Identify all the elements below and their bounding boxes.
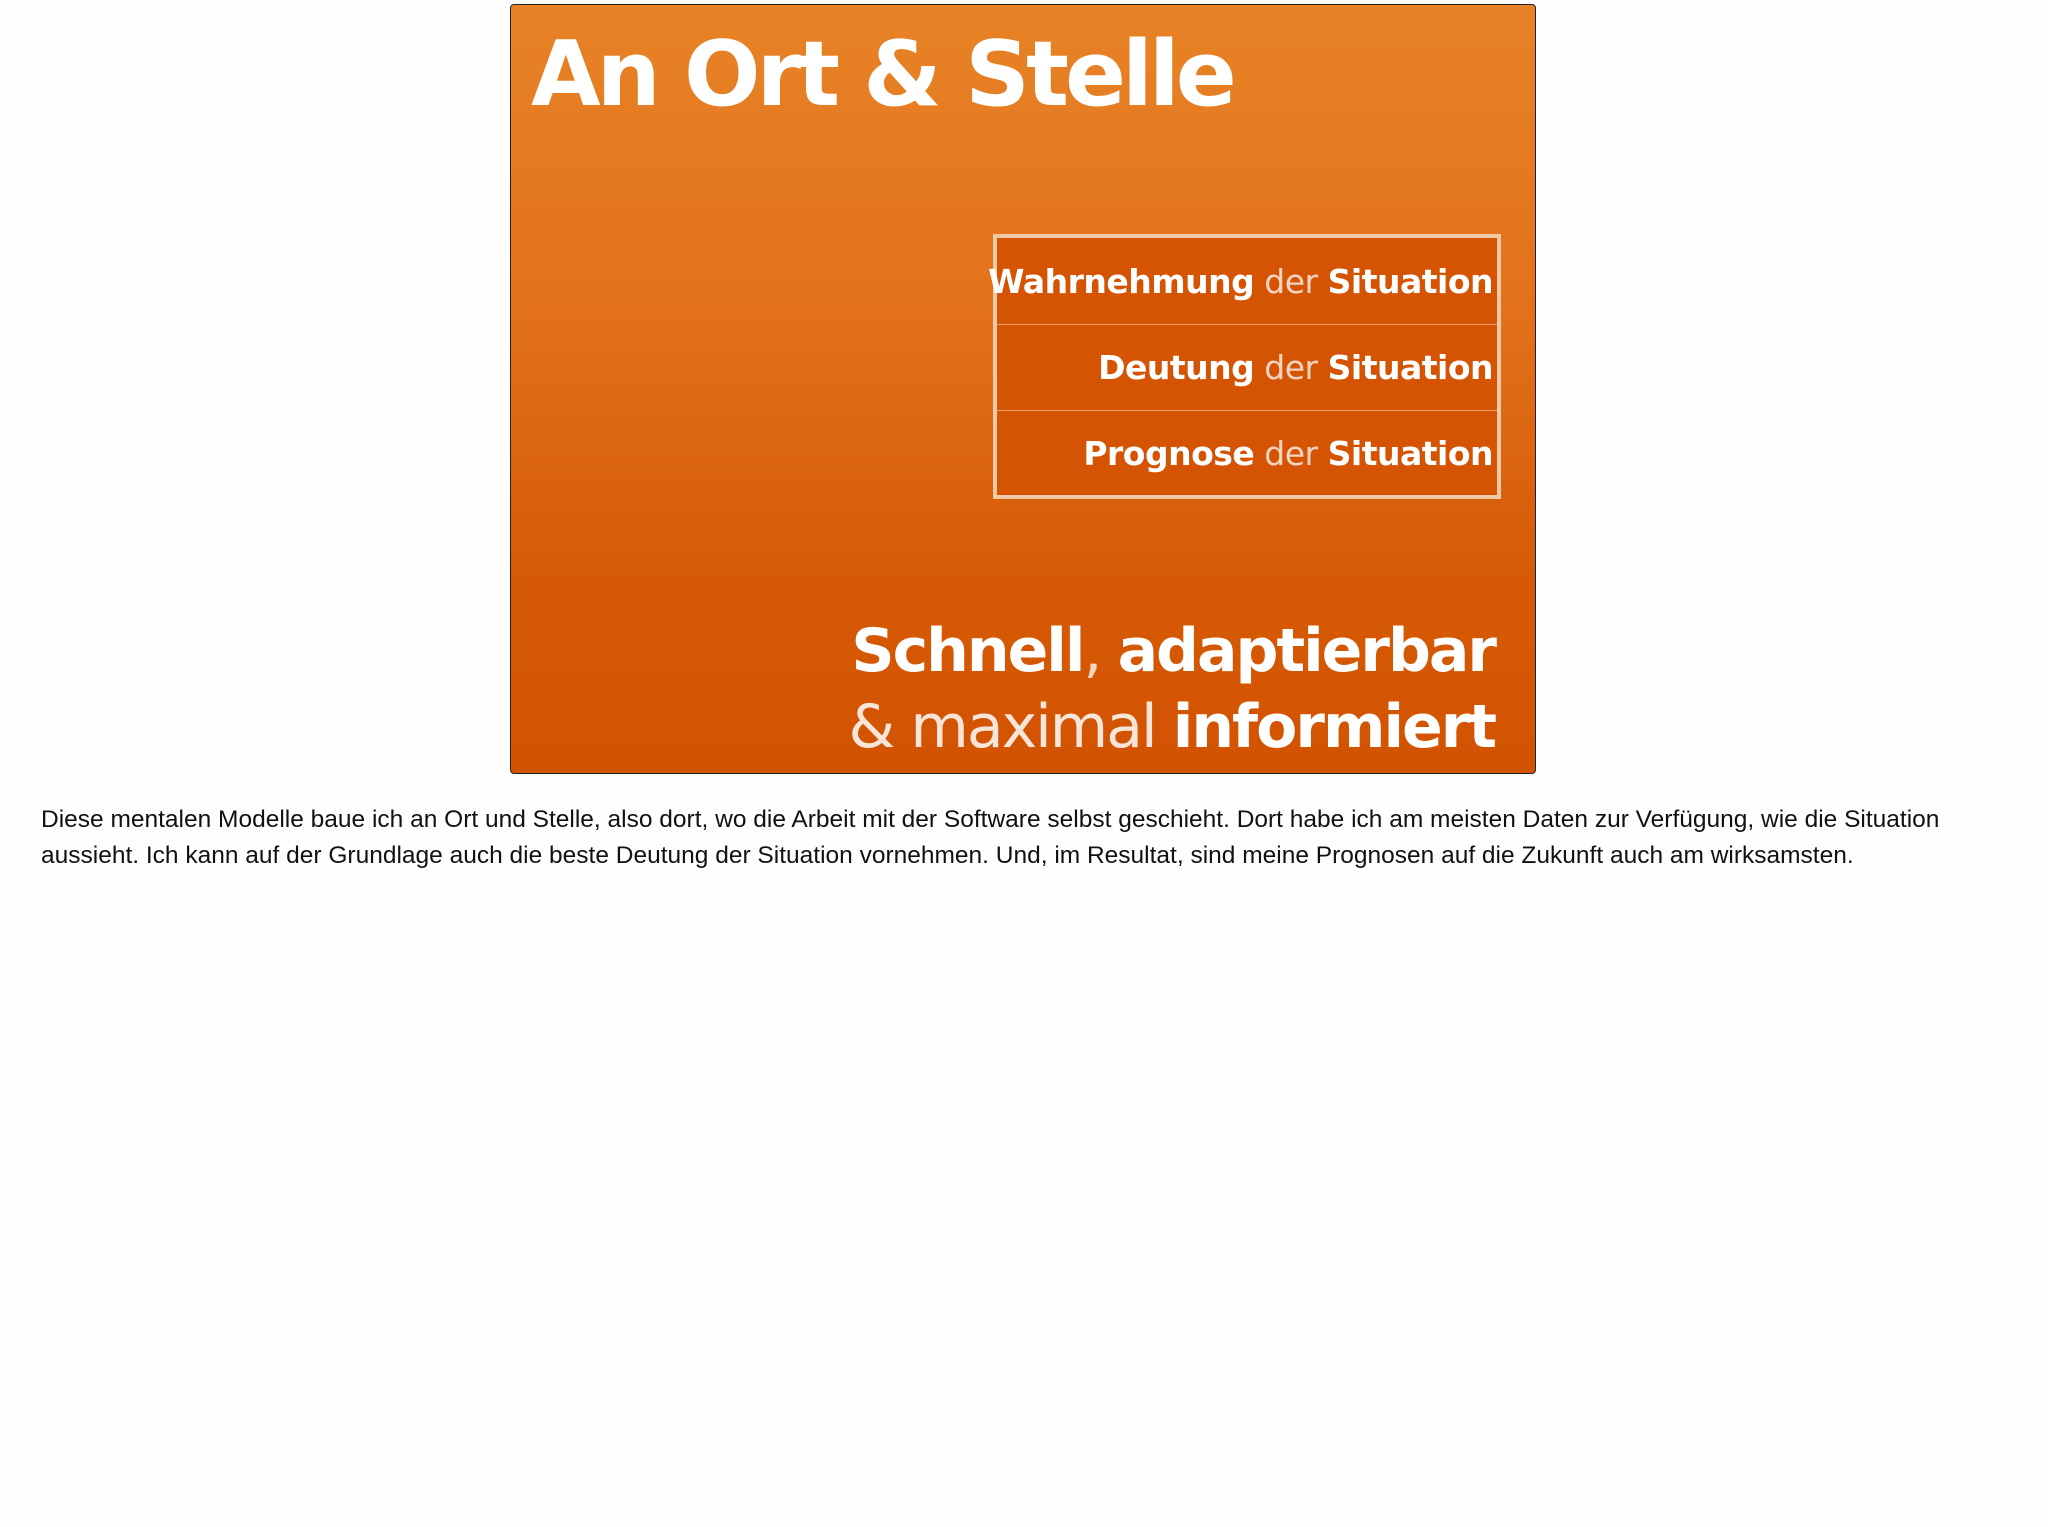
tagline-maximal: & maximal <box>848 692 1156 762</box>
slide-tagline <box>849 613 1495 765</box>
tagline-line-1 <box>849 613 1495 689</box>
situation-row-label: Prognose <box>1083 434 1255 473</box>
situation-row-wahrnehmung <box>988 238 1497 324</box>
situation-row-deutung <box>997 324 1497 410</box>
slide <box>510 4 1536 774</box>
situation-box <box>988 234 1501 499</box>
tagline-line-2 <box>849 689 1495 765</box>
situation-row-label: Wahrnehmung <box>988 261 1255 301</box>
tagline-informiert: informiert <box>1172 692 1495 762</box>
tagline-adaptierbar: adaptierbar <box>1117 616 1495 686</box>
situation-row-connector: der <box>1264 434 1318 473</box>
tagline-comma: , <box>1083 616 1101 686</box>
situation-row-subject: Situation <box>1327 261 1493 301</box>
slide-title: An Ort & Stelle <box>531 22 1233 127</box>
tagline-schnell: Schnell <box>851 616 1084 686</box>
situation-row-connector: der <box>1264 348 1318 387</box>
situation-row-subject: Situation <box>1327 348 1493 387</box>
situation-row-label: Deutung <box>1098 348 1255 387</box>
situation-row-connector: der <box>1264 261 1318 301</box>
situation-row-prognose <box>997 410 1497 496</box>
speaker-notes: Diese mentalen Modelle baue ich an Ort und Stelle, also dort, wo die Arbeit mit der Software selbst geschieht. Dort habe ich am meisten Daten zur Verfügung, wie die Situation aussieht. Ich kann auf der Grundlage auch die beste Deutung der Situation vornehmen. Und, im Resultat, sind meine Prognosen auf die Zukunft auch am wirksamsten. <box>41 806 1940 869</box>
situation-row-subject: Situation <box>1327 434 1493 473</box>
